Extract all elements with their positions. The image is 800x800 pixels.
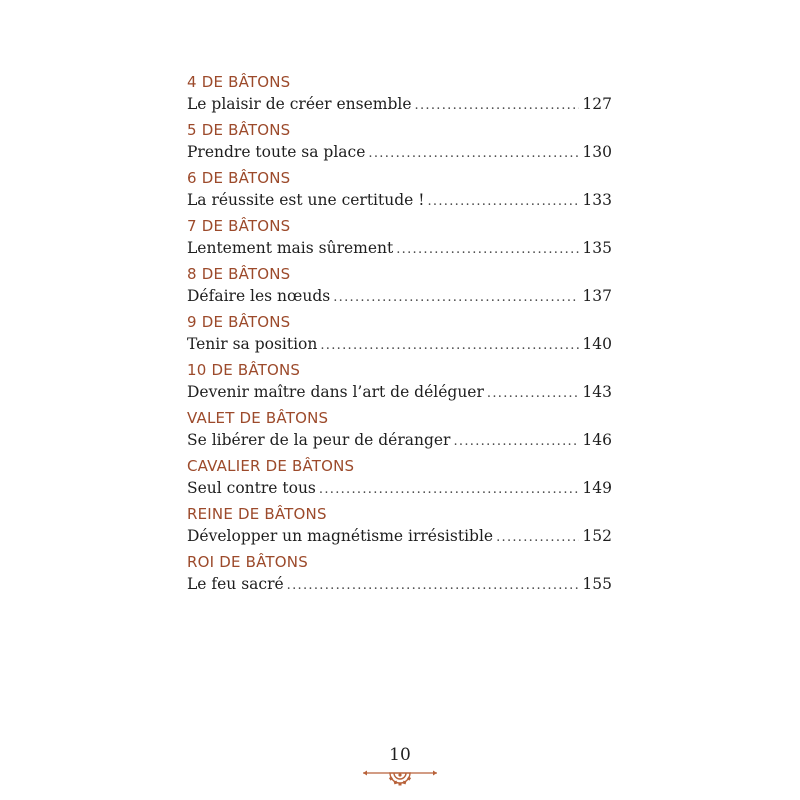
dot-leader bbox=[320, 333, 579, 358]
toc-entry-title: 10 DE BÂTONS bbox=[187, 361, 301, 379]
toc-entry-page-number: 152 bbox=[582, 527, 612, 545]
toc-entry-title: 4 DE BÂTONS bbox=[187, 73, 291, 91]
toc-entry-line[interactable] bbox=[187, 428, 612, 456]
dot-leader bbox=[287, 573, 580, 598]
toc-entry-page-number: 146 bbox=[582, 431, 612, 449]
toc-entry-subtitle: Le feu sacré bbox=[187, 575, 284, 593]
toc-entry-subtitle: Défaire les nœuds bbox=[187, 287, 331, 305]
dot-leader bbox=[396, 237, 579, 262]
toc-entry bbox=[187, 72, 612, 120]
toc-entry-line[interactable] bbox=[187, 284, 612, 312]
toc-entry-page-number: 155 bbox=[582, 575, 612, 593]
toc-entry-title: 6 DE BÂTONS bbox=[187, 169, 291, 187]
toc-entry bbox=[187, 120, 612, 168]
toc-entry-subtitle: Le plaisir de créer ensemble bbox=[187, 95, 412, 113]
toc-entry-subtitle: Développer un magnétisme irrésistible bbox=[187, 527, 494, 545]
toc-entry bbox=[187, 360, 612, 408]
toc-entry-line[interactable] bbox=[187, 92, 612, 120]
dot-leader bbox=[487, 381, 580, 406]
toc-entry-line[interactable] bbox=[187, 188, 612, 216]
toc-entry-line[interactable] bbox=[187, 236, 612, 264]
dot-leader bbox=[415, 93, 580, 118]
toc-entry-page-number: 133 bbox=[582, 191, 612, 209]
gear-ornament-icon bbox=[360, 768, 440, 788]
toc-entry bbox=[187, 312, 612, 360]
toc-entry-subtitle: Devenir maître dans l’art de déléguer bbox=[187, 383, 484, 401]
toc-entry bbox=[187, 456, 612, 504]
toc-entry bbox=[187, 504, 612, 552]
toc-entry-line[interactable] bbox=[187, 380, 612, 408]
toc-entry-line[interactable] bbox=[187, 524, 612, 552]
toc-entry-line[interactable] bbox=[187, 572, 612, 600]
toc-entry-title: 5 DE BÂTONS bbox=[187, 121, 291, 139]
toc-entry-title: 9 DE BÂTONS bbox=[187, 313, 291, 331]
toc-entry-subtitle: Prendre toute sa place bbox=[187, 143, 366, 161]
toc-entry-line[interactable] bbox=[187, 476, 612, 504]
dot-leader bbox=[368, 141, 579, 166]
toc-entry bbox=[187, 264, 612, 312]
dot-leader bbox=[427, 189, 579, 214]
toc-entry-subtitle: La réussite est une certitude ! bbox=[187, 191, 425, 209]
dot-leader bbox=[496, 525, 579, 550]
page-footer bbox=[0, 744, 800, 788]
toc-entry-title: 7 DE BÂTONS bbox=[187, 217, 291, 235]
toc-entry-page-number: 137 bbox=[582, 287, 612, 305]
toc-entry-line[interactable] bbox=[187, 332, 612, 360]
dot-leader bbox=[333, 285, 579, 310]
toc-entry bbox=[187, 216, 612, 264]
toc-entry-page-number: 135 bbox=[582, 239, 612, 257]
toc-entry bbox=[187, 408, 612, 456]
toc-entry-page-number: 149 bbox=[582, 479, 612, 497]
toc-entry-title: VALET DE BÂTONS bbox=[187, 409, 329, 427]
toc-entry-title: ROI DE BÂTONS bbox=[187, 553, 308, 571]
toc-entry-title: REINE DE BÂTONS bbox=[187, 505, 327, 523]
toc-entry-subtitle: Seul contre tous bbox=[187, 479, 316, 497]
toc-entry-page-number: 140 bbox=[582, 335, 612, 353]
toc-entry-subtitle: Lentement mais sûrement bbox=[187, 239, 394, 257]
dot-leader bbox=[319, 477, 580, 502]
table-of-contents bbox=[187, 72, 612, 600]
toc-entry bbox=[187, 168, 612, 216]
toc-entry-page-number: 127 bbox=[582, 95, 612, 113]
dot-leader bbox=[453, 429, 579, 454]
toc-entry-subtitle: Tenir sa position bbox=[187, 335, 318, 353]
toc-entry-subtitle: Se libérer de la peur de déranger bbox=[187, 431, 451, 449]
toc-entry-line[interactable] bbox=[187, 140, 612, 168]
toc-entry-page-number: 143 bbox=[582, 383, 612, 401]
page-number: 10 bbox=[389, 745, 411, 765]
toc-entry-title: 8 DE BÂTONS bbox=[187, 265, 291, 283]
toc-entry-title: CAVALIER DE BÂTONS bbox=[187, 457, 355, 475]
toc-entry bbox=[187, 552, 612, 600]
toc-entry-page-number: 130 bbox=[582, 143, 612, 161]
